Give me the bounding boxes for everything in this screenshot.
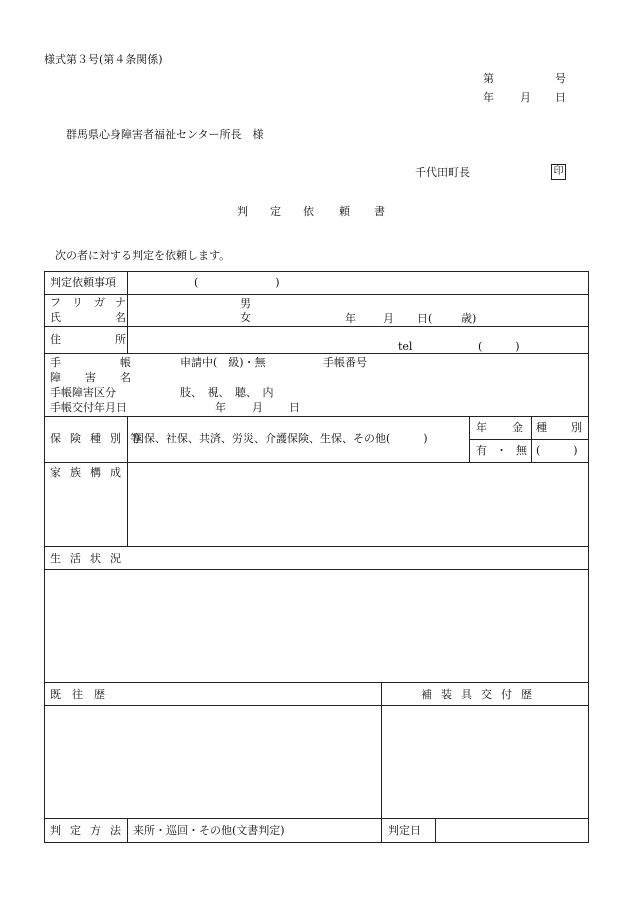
row-divider <box>44 294 588 295</box>
pension-label-1: 年 <box>476 421 487 434</box>
disability-name-label-2: 害 <box>85 371 96 384</box>
row-divider <box>44 326 588 327</box>
insurance-options[interactable]: 国保、社保、共済、労災、介護保険、生保、その他( ) <box>133 432 428 445</box>
name-label-2: 名 <box>115 311 126 324</box>
method-label: 判定方法 <box>50 824 130 837</box>
judgment-date-label: 判定日 <box>388 824 421 837</box>
insurance-label: 保険種別等 <box>50 432 150 445</box>
request-item-label: 判定依頼事項 <box>50 276 116 289</box>
form-number: 様式第３号(第４条関係) <box>44 53 163 66</box>
disability-name-label-1: 障 <box>50 371 61 384</box>
kind-label-1: 種 <box>536 421 547 434</box>
category-label: 手帳障害区分 <box>50 386 116 399</box>
number-suffix: 号 <box>555 72 566 85</box>
date-year: 年 <box>483 91 494 104</box>
row-divider <box>44 546 588 547</box>
disability-name-label-3: 名 <box>120 371 131 384</box>
aids-history-field[interactable] <box>382 706 587 818</box>
furigana-label-4: ナ <box>115 296 126 309</box>
intro-text: 次の者に対する判定を依頼します。 <box>55 249 231 262</box>
sender: 千代田町長 <box>415 166 470 179</box>
row-divider <box>469 439 588 440</box>
furigana-label-2: リ <box>72 296 83 309</box>
birth-year: 年 <box>345 312 356 325</box>
aids-history-label: 補装具交付歴 <box>421 688 541 701</box>
address-label-2: 所 <box>115 333 126 346</box>
row-divider <box>44 353 588 354</box>
sex-female[interactable]: 女 <box>240 311 251 324</box>
living-label: 生活状況 <box>50 552 130 565</box>
furigana-label-3: ガ <box>94 296 105 309</box>
doc-title-char-3: 依 <box>303 205 314 218</box>
request-item-field[interactable]: ( ) <box>194 276 280 289</box>
handbook-label-2: 帳 <box>120 356 131 369</box>
age: 歳) <box>461 312 477 325</box>
row-divider <box>44 416 588 417</box>
family-label: 家族構成 <box>50 466 130 479</box>
method-options[interactable]: 来所・巡回・その他(文書判定) <box>133 824 285 837</box>
pension-yes-no[interactable]: 有・無 <box>476 444 536 457</box>
sex-male[interactable]: 男 <box>240 297 251 310</box>
address-label-1: 住 <box>50 333 61 346</box>
date-day: 日 <box>555 91 566 104</box>
handbook-number-label: 手帳番号 <box>323 356 367 369</box>
tel-field[interactable]: ( ) <box>478 340 520 353</box>
doc-title-char-5: 書 <box>374 205 385 218</box>
col-divider <box>127 271 128 354</box>
col-divider <box>469 416 470 463</box>
tel-label: tel <box>398 340 413 353</box>
living-field[interactable] <box>45 570 587 682</box>
family-field[interactable] <box>128 463 587 546</box>
handbook-label-1: 手 <box>50 356 61 369</box>
name-label-1: 氏 <box>50 311 61 324</box>
issue-year: 年 <box>215 401 226 414</box>
handbook-status[interactable]: 申請中( 級)・無 <box>180 356 266 369</box>
doc-title-char-2: 定 <box>270 205 281 218</box>
pension-label-2: 金 <box>512 421 523 434</box>
category-options[interactable]: 肢、 視、 聴、 内 <box>180 386 274 399</box>
doc-title-char-4: 頼 <box>339 205 350 218</box>
birth-month: 月 <box>383 312 394 325</box>
addressee: 群馬県心身障害者福祉センター所長 様 <box>66 128 264 141</box>
number-prefix: 第 <box>483 72 494 85</box>
issue-day: 日 <box>289 401 300 414</box>
issue-date-label: 手帳交付年月日 <box>50 401 127 414</box>
judgment-date-field[interactable] <box>436 819 587 841</box>
birth-day: 日( <box>417 312 433 325</box>
history-label: 既 往 歴 <box>50 688 105 701</box>
issue-month: 月 <box>252 401 263 414</box>
doc-title-char-1: 判 <box>237 205 248 218</box>
furigana-label-1: フ <box>50 296 61 309</box>
kind-label-2: 別 <box>571 421 582 434</box>
kind-field[interactable]: ( ) <box>536 444 578 457</box>
history-field[interactable] <box>45 706 381 818</box>
date-month: 月 <box>520 91 531 104</box>
row-divider <box>44 682 588 683</box>
seal-mark: 印 <box>551 164 566 180</box>
